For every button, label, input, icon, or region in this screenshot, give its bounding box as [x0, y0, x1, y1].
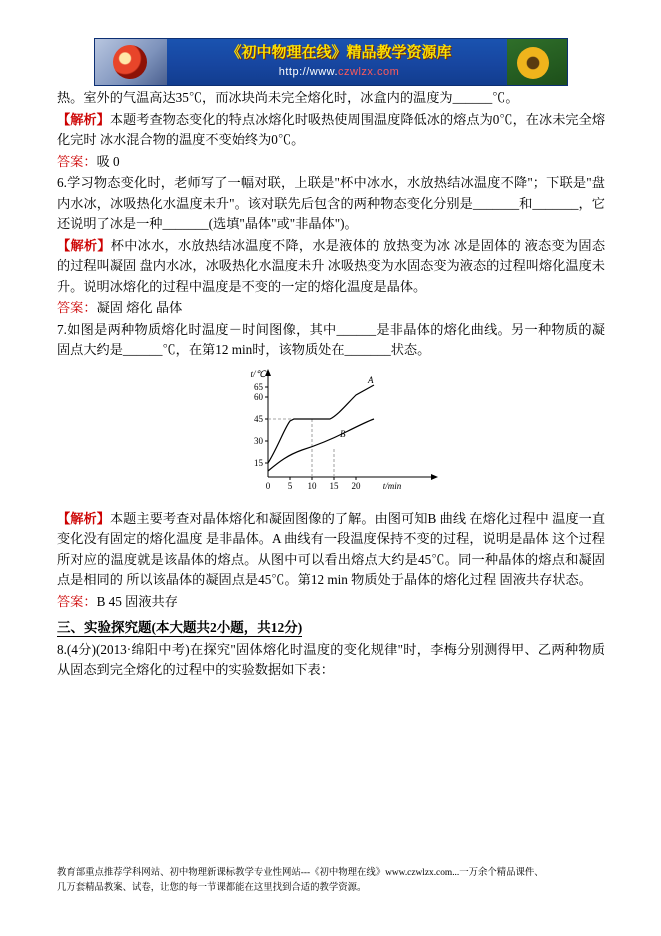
- q5-analysis-text: 本题考查物态变化的特点冰熔化时吸热使周围温度降低冰的熔点为0℃，在冰未完全熔化完时 冰水混合物的温度不变始终为0℃。: [57, 111, 606, 147]
- q7-analysis-text: 本题主要考查对晶体熔化和凝固图像的了解。由图可知B 曲线 在熔化过程中 温度一直变化没有固定的熔化温度 是非晶体。A 曲线有一段温度保持不变的过程，说明是晶体 这个过程所对应的温度就是该晶体的熔点。从图中可以看出熔点大约是45℃。同一种晶体的熔点和凝固点是相同的 所以该晶体的凝固点是45℃。第12 min 物质处于晶体的熔化过程 固液共存状态。: [57, 510, 606, 587]
- series-a-label: A: [368, 374, 374, 385]
- q8-question: 8.(4分)(2013·绵阳中考)在探究"固体熔化时温度的变化规律"时，李梅分别测得甲、乙两种物质从固态到完全熔化的过程中的实验数据如下表：: [57, 641, 605, 677]
- x-tick-0: 0: [265, 480, 271, 491]
- x-axis-label: t/min: [382, 480, 402, 491]
- x-tick-5: 5: [287, 480, 293, 491]
- q7-analysis-paragraph: [57, 509, 605, 591]
- banner-title: 《初中物理在线》精品教学资源库: [226, 45, 452, 61]
- q5-analysis-paragraph: [57, 110, 605, 151]
- footer-line-2: 几万套精品教案、试卷，让您的每一节课都能在这里找到合适的教学资源。: [57, 883, 367, 893]
- y-tick-65: 65: [254, 381, 263, 392]
- q7-question: 7.如图是两种物质熔化时温度－时间图像，其中______是非晶体的熔化曲线。另一种物质的凝固点大约是______℃，在第12 min时，该物质处在_______状态。: [57, 321, 605, 357]
- section-3-heading: [57, 618, 605, 639]
- melting-curve-chart: [222, 365, 452, 503]
- section-3-heading-text: 三、实验探究题(本大题共2小题，共12分): [57, 620, 303, 635]
- q5-answer-tag: 答案：: [57, 153, 97, 169]
- x-tick-10: 10: [307, 480, 317, 491]
- sunflower-shape: [517, 47, 549, 79]
- melting-curve-figure: [57, 365, 605, 505]
- document-content: [57, 88, 605, 682]
- footer-line-1: 教育部重点推荐学科网站、初中物理新课标教学专业性网站---《初中物理在线》www.czwlzx.com...一万余个精品课件、: [57, 868, 544, 878]
- banner-url: [171, 64, 507, 80]
- q6-answer-tag: 答案：: [57, 300, 97, 315]
- flame-logo-icon: [95, 39, 167, 85]
- q6-analysis-tag: 【解析】: [57, 237, 111, 253]
- q7-answer-tag: 答案：: [57, 593, 97, 609]
- x-tick-20: 20: [351, 480, 361, 491]
- q6-answer-text: 凝固 熔化 晶体: [96, 300, 183, 315]
- q7-analysis-tag: 【解析】: [57, 510, 110, 526]
- y-tick-60: 60: [254, 391, 263, 402]
- series-a-curve: [268, 385, 374, 463]
- q5-answer-paragraph: [57, 152, 605, 173]
- q6-answer-paragraph: [57, 298, 605, 319]
- banner-url-prefix: http://www.: [278, 66, 339, 78]
- x-tick-15: 15: [329, 480, 339, 491]
- line-top-text: 热。室外的气温高达35℃，而冰块尚未完全熔化时，冰盒内的温度为______℃。: [57, 90, 519, 105]
- y-tick-45: 45: [254, 413, 263, 424]
- q7-answer-text: B 45 固液共存: [96, 593, 178, 609]
- series-b-curve: [268, 419, 374, 471]
- sunflower-photo: [507, 39, 567, 85]
- q5-analysis-tag: 【解析】: [57, 111, 110, 127]
- series-b-label: B: [340, 428, 346, 439]
- page-footer: [57, 866, 617, 896]
- q7-answer-paragraph: [57, 592, 605, 613]
- chart-svg: [222, 365, 452, 503]
- site-banner: [94, 38, 568, 86]
- banner-text-block: [171, 42, 507, 80]
- q6-analysis-paragraph: [57, 236, 605, 298]
- flame-swirl-shape: [108, 40, 152, 84]
- q6-analysis-text: 杯中冰水，水放热结冰温度不降，水是液体的 放热变为冰 冰是固体的 液态变为固态的过程叫凝固 盘内水冰，冰吸热化水温度未升 冰吸热变为水固态变为液态的过程叫熔化温度未升。说明冰熔化的过程中温度是不变的一定的熔化温度是晶体。: [57, 237, 606, 294]
- y-tick-30: 30: [254, 435, 263, 446]
- y-axis-label: t/℃: [250, 368, 266, 379]
- y-tick-15: 15: [254, 457, 263, 468]
- q6-question: 6.学习物态变化时，老师写了一幅对联，上联是"杯中冰水，水放热结冰温度不降"；下联是"盘内水冰，冰吸热化水温度未升"。该对联先后包含的两种物态变化分别是_______和_______，它还说明了冰是一种_______(选填"晶体"或"非晶体")。: [57, 175, 605, 231]
- q5-answer-text: 吸 0: [96, 153, 120, 169]
- banner-url-domain: czwlzx.com: [338, 66, 400, 78]
